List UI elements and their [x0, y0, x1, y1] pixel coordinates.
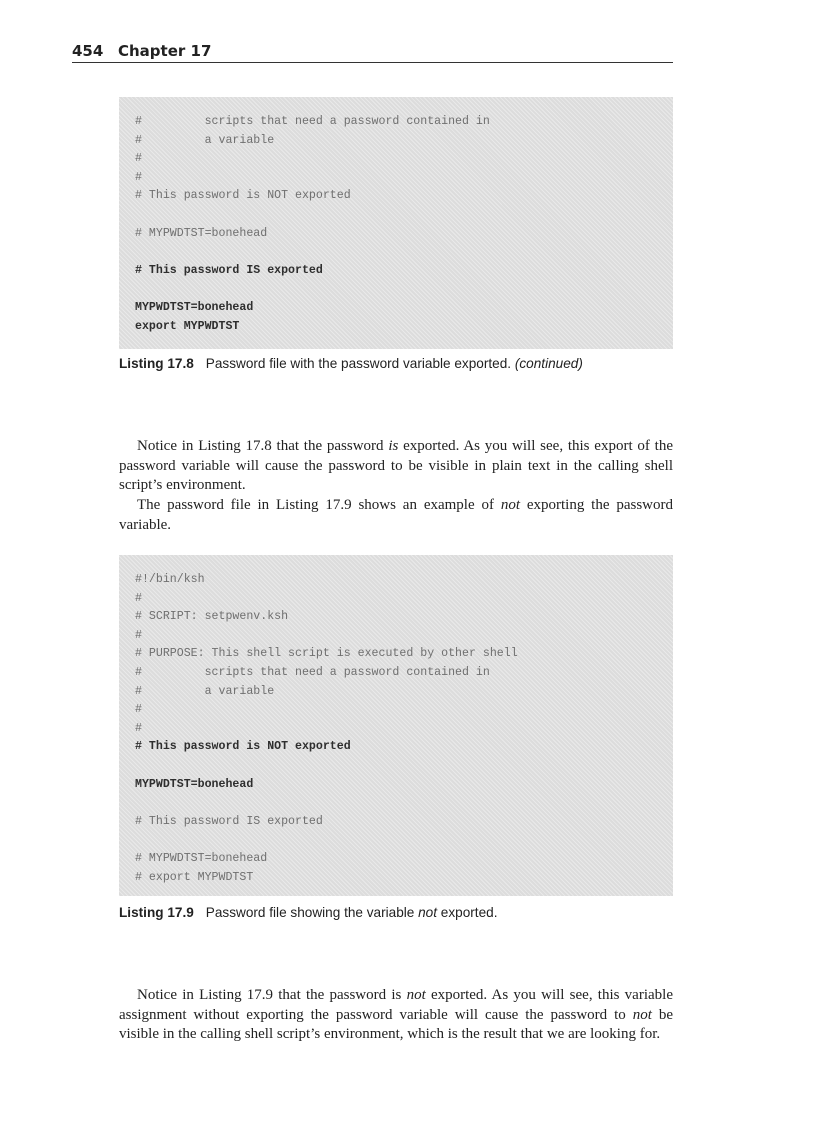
caption-text: Password file with the password variable exported.: [205, 356, 512, 371]
code-line: # PURPOSE: This shell script is executed by other shell: [135, 647, 518, 661]
paragraph-2: The password file in Listing 17.9 shows an example of not exporting the password variable.: [119, 497, 673, 533]
caption-label: Listing 17.9: [119, 905, 194, 920]
code-line: # MYPWDTST=bonehead: [135, 851, 268, 865]
code-line: MYPWDTST=bonehead: [135, 777, 254, 791]
code-line: # This password is NOT exported: [135, 740, 351, 754]
code-line: # a variable: [135, 133, 275, 147]
caption-label: Listing 17.8: [119, 356, 194, 371]
code-line: [135, 794, 657, 813]
listing-17-8-caption: [119, 356, 679, 371]
code-line: #: [135, 703, 142, 717]
code-line: # scripts that need a password contained in: [135, 115, 490, 128]
code-line: #!/bin/ksh: [135, 573, 205, 586]
code-listing-17-8: [119, 97, 673, 349]
listing-17-9-caption: Listing 17.9 Password file showing the variable not exported.: [119, 905, 498, 920]
page-number: 454: [72, 42, 104, 60]
code-line: #: [135, 591, 142, 605]
code-listing-17-9: [119, 555, 673, 896]
running-header: [72, 42, 673, 63]
chapter-title: Chapter 17: [118, 42, 212, 60]
code-line: # SCRIPT: setpwenv.ksh: [135, 610, 289, 624]
code-line: # This password is NOT exported: [135, 189, 351, 203]
code-line: # scripts that need a password contained in: [135, 665, 490, 679]
code-line: # This password IS exported: [135, 814, 323, 828]
code-line: [135, 831, 657, 850]
code-line: #: [135, 152, 142, 166]
paragraph-3: Notice in Listing 17.9 that the password is not exported. As you will see, this variable assignment without exporting the password variable will cause the password to not be visible in the calling shell script’s environment, which is the result that we are looking for.: [119, 987, 673, 1042]
code-line: [135, 206, 657, 225]
code-line: #: [135, 721, 142, 735]
code-line: # export MYPWDTST: [135, 870, 254, 884]
code-line: #: [135, 628, 142, 642]
code-line: # This password IS exported: [135, 263, 323, 277]
paragraph-1: Notice in Listing 17.8 that the password is exported. As you will see, this export of the password variable will cause the password to be visible in plain text in the calling shell script’s environment.: [119, 438, 673, 493]
code-line: [135, 243, 657, 262]
code-line: [135, 280, 657, 299]
code-line: export MYPWDTST: [135, 319, 240, 333]
code-line: # MYPWDTST=bonehead: [135, 226, 268, 240]
code-line: MYPWDTST=bonehead: [135, 300, 254, 314]
code-line: # a variable: [135, 684, 275, 698]
code-line: [135, 757, 657, 776]
code-line: #: [135, 170, 142, 184]
caption-continued: (continued): [514, 356, 583, 371]
